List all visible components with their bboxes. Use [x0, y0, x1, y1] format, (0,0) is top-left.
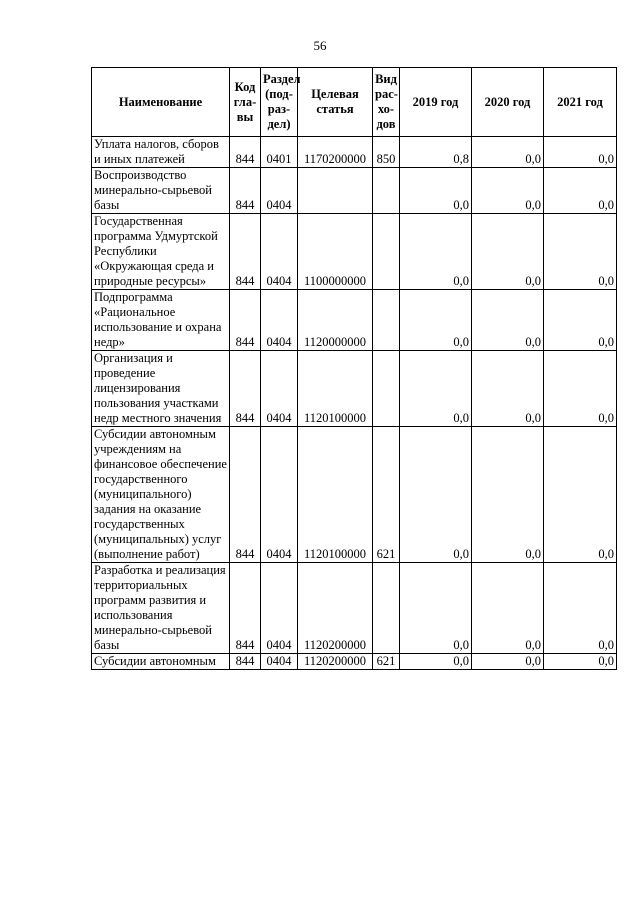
row-section: 0404	[261, 427, 298, 563]
row-2019: 0,8	[400, 137, 472, 168]
row-name: Подпрограмма «Рациональное использование и охрана недр»	[92, 290, 230, 351]
row-code: 844	[230, 351, 261, 427]
row-type: 621	[373, 654, 400, 670]
row-type	[373, 351, 400, 427]
row-target: 1120100000	[298, 351, 373, 427]
row-target: 1170200000	[298, 137, 373, 168]
row-2021: 0,0	[544, 427, 617, 563]
row-2019: 0,0	[400, 168, 472, 214]
row-type	[373, 290, 400, 351]
row-target: 1120200000	[298, 563, 373, 654]
row-2020: 0,0	[472, 563, 544, 654]
row-type	[373, 168, 400, 214]
row-2020: 0,0	[472, 168, 544, 214]
table-row	[92, 168, 617, 214]
table-row	[92, 290, 617, 351]
row-code: 844	[230, 427, 261, 563]
row-target	[298, 168, 373, 214]
row-2021: 0,0	[544, 563, 617, 654]
row-section: 0404	[261, 654, 298, 670]
row-2021: 0,0	[544, 654, 617, 670]
row-2019: 0,0	[400, 214, 472, 290]
row-code: 844	[230, 214, 261, 290]
row-name: Воспроизводство минерально-сырьевой базы	[92, 168, 230, 214]
table-row	[92, 351, 617, 427]
row-2021: 0,0	[544, 214, 617, 290]
row-code: 844	[230, 137, 261, 168]
row-2020: 0,0	[472, 654, 544, 670]
row-code: 844	[230, 168, 261, 214]
row-target: 1120100000	[298, 427, 373, 563]
header-2019: 2019 год	[400, 68, 472, 137]
row-target: 1120200000	[298, 654, 373, 670]
row-section: 0404	[261, 214, 298, 290]
row-2019: 0,0	[400, 563, 472, 654]
row-section: 0404	[261, 351, 298, 427]
row-code: 844	[230, 563, 261, 654]
row-2020: 0,0	[472, 290, 544, 351]
row-2021: 0,0	[544, 168, 617, 214]
row-2020: 0,0	[472, 351, 544, 427]
row-section: 0404	[261, 168, 298, 214]
row-section: 0404	[261, 563, 298, 654]
header-2021: 2021 год	[544, 68, 617, 137]
budget-table	[91, 67, 617, 670]
page-number: 56	[313, 38, 327, 53]
table-row	[92, 427, 617, 563]
row-2020: 0,0	[472, 137, 544, 168]
row-target: 1120000000	[298, 290, 373, 351]
row-target: 1100000000	[298, 214, 373, 290]
row-name: Организация и проведение лицензирования пользования участками недр местного значения	[92, 351, 230, 427]
row-2021: 0,0	[544, 137, 617, 168]
row-type	[373, 214, 400, 290]
header-section: Раздел (под- раз- дел)	[261, 68, 298, 137]
row-2019: 0,0	[400, 290, 472, 351]
row-section: 0404	[261, 290, 298, 351]
row-2019: 0,0	[400, 351, 472, 427]
table-row	[92, 137, 617, 168]
row-name: Уплата налогов, сборов и иных платежей	[92, 137, 230, 168]
row-2021: 0,0	[544, 290, 617, 351]
header-name: Наименование	[92, 68, 230, 137]
row-type: 621	[373, 427, 400, 563]
header-code: Код гла- вы	[230, 68, 261, 137]
row-type: 850	[373, 137, 400, 168]
row-2019: 0,0	[400, 654, 472, 670]
header-target: Целевая статья	[298, 68, 373, 137]
table-row	[92, 214, 617, 290]
row-name: Субсидии автономным	[92, 654, 230, 670]
header-2020: 2020 год	[472, 68, 544, 137]
row-2019: 0,0	[400, 427, 472, 563]
row-section: 0401	[261, 137, 298, 168]
row-code: 844	[230, 654, 261, 670]
row-name: Разработка и реализация территориальных программ развития и использования минерально-сырьевой базы	[92, 563, 230, 654]
row-code: 844	[230, 290, 261, 351]
row-name: Государственная программа Удмуртской Республики «Окружающая среда и природные ресурсы»	[92, 214, 230, 290]
row-2020: 0,0	[472, 427, 544, 563]
table-header-row	[92, 68, 617, 137]
row-name: Субсидии автономным учреждениям на финансовое обеспечение государственного (муниципального) задания на оказание государственных (муниципальных) услуг (выполнение работ)	[92, 427, 230, 563]
row-2021: 0,0	[544, 351, 617, 427]
table-row	[92, 654, 617, 670]
row-2020: 0,0	[472, 214, 544, 290]
header-type: Вид рас- хо- дов	[373, 68, 400, 137]
row-type	[373, 563, 400, 654]
table-row	[92, 563, 617, 654]
